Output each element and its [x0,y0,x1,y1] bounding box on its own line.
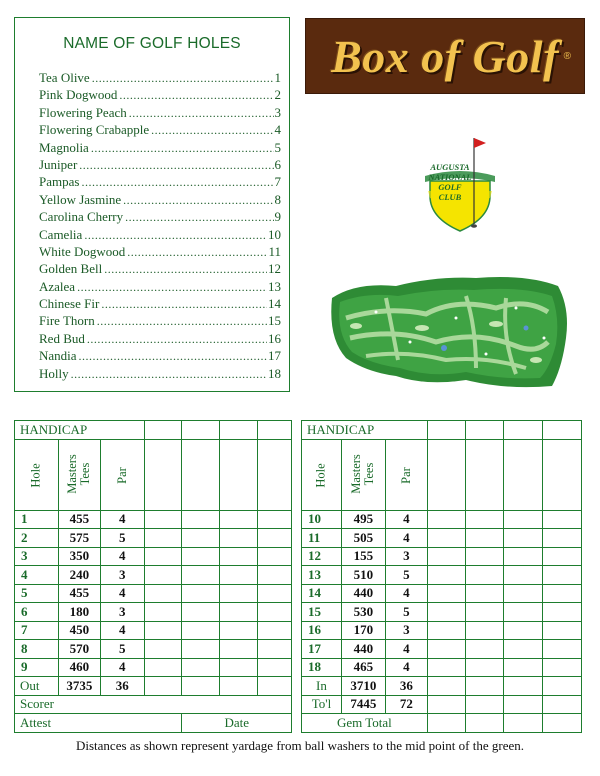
yardage-footnote: Distances as shown represent yardage from ball washers to the mid point of the green. [75,738,524,753]
hole-number: 4 [274,122,281,138]
hole-number: 11 [268,243,281,259]
score-cell[interactable] [144,621,182,640]
hole-name: Tea Olive [39,70,90,85]
yardage-cell: 170 [341,621,385,640]
score-cell[interactable] [220,547,258,566]
score-cell[interactable] [427,714,465,733]
score-cell[interactable] [258,566,292,585]
score-cell[interactable] [427,584,465,603]
hole-number-cell: 3 [15,547,59,566]
score-cell[interactable] [220,621,258,640]
hole-number: 7 [274,174,281,190]
hole-number-cell: 2 [15,529,59,548]
registered-mark: ® [563,51,571,62]
hole-number-cell: 14 [302,584,342,603]
yardage-cell: 350 [58,547,100,566]
score-cell[interactable] [465,658,504,677]
leader-dots [84,228,267,243]
hole-score-row [15,566,292,585]
hole-score-row [15,603,292,622]
score-cell[interactable] [504,584,543,603]
in-total-row [302,677,582,696]
score-cell[interactable] [182,603,220,622]
hole-name: Pink Dogwood [39,87,118,103]
score-cell[interactable] [504,714,543,733]
in-par: 36 [385,677,427,696]
par-cell: 4 [385,529,427,548]
masters-tees-column-header: Masters Tees [58,439,100,510]
logo-text-golf: GOLF [438,182,462,192]
yardage-cell: 465 [341,658,385,677]
hole-name-row [39,157,281,174]
score-cell[interactable] [543,621,582,640]
hole-name: Golden Bell [39,261,103,277]
score-cell[interactable] [543,547,582,566]
in-yardage: 3710 [341,677,385,696]
score-cell[interactable] [258,547,292,566]
yardage-cell: 240 [58,566,100,585]
hole-name-row [39,105,281,122]
hole-name-row [39,209,281,226]
hole-names-list [39,70,281,383]
score-cell[interactable] [465,529,504,548]
hole-names-box [14,17,290,392]
hole-name-row [39,279,281,296]
score-cell[interactable] [543,677,582,696]
logo-text-national: NATIONAL [428,172,472,182]
score-cell[interactable] [182,510,220,529]
leader-dots [71,367,267,382]
score-cell[interactable] [465,510,504,529]
score-cell[interactable] [258,529,292,548]
score-cell[interactable] [258,658,292,677]
leader-dots [79,349,267,364]
score-cell[interactable] [220,603,258,622]
hole-name: Carolina Cherry [39,209,124,225]
total-par: 72 [385,695,427,714]
score-cell[interactable] [258,640,292,659]
score-cell[interactable] [427,547,465,566]
score-cell[interactable] [465,547,504,566]
score-cell[interactable] [427,603,465,622]
hole-column-header: Hole [15,439,59,510]
handicap-label: HANDICAP [302,421,428,440]
hole-score-row [302,566,582,585]
yardage-cell: 440 [341,584,385,603]
hole-name: Fire Thorn [39,313,95,329]
leader-dots [123,193,273,208]
score-cell[interactable] [220,677,258,696]
score-cell[interactable] [504,421,543,440]
score-cell[interactable] [543,566,582,585]
yardage-cell: 455 [58,584,100,603]
hole-name-row [39,140,281,157]
score-cell[interactable] [220,658,258,677]
hole-number: 10 [268,226,281,242]
score-cell[interactable] [220,640,258,659]
score-cell[interactable] [144,566,182,585]
score-cell[interactable] [427,621,465,640]
hole-name-row [39,174,281,191]
score-cell[interactable] [427,677,465,696]
score-cell[interactable] [427,695,465,714]
attest-row [15,714,292,733]
hole-name: Magnolia [39,139,89,155]
score-cell[interactable] [504,640,543,659]
hole-number: 16 [268,330,281,346]
leader-dots [125,210,273,225]
hole-number: 18 [268,365,281,381]
hole-name: Holly [39,365,69,381]
score-cell[interactable] [465,584,504,603]
leader-dots [119,88,273,103]
gem-total-row [302,714,582,733]
player-column[interactable] [543,439,582,510]
logo-text-augusta: AUGUSTA [430,162,470,172]
score-cell[interactable] [182,547,220,566]
score-cell[interactable] [220,566,258,585]
hole-score-row [302,529,582,548]
hole-name-row [39,244,281,261]
par-cell: 4 [385,584,427,603]
par-cell: 5 [100,529,144,548]
course-map-image [326,268,570,392]
hole-score-row [15,640,292,659]
hole-score-row [15,584,292,603]
leader-dots [104,262,267,277]
score-cell[interactable] [543,421,582,440]
par-column-header: Par [100,439,144,510]
hole-column-header: Hole [302,439,342,510]
yardage-cell: 155 [341,547,385,566]
score-cell[interactable] [465,714,504,733]
leader-dots [97,314,267,329]
out-total-row [15,677,292,696]
par-cell: 4 [385,640,427,659]
hole-name: Juniper [39,156,78,172]
score-cell[interactable] [182,421,220,440]
score-cell[interactable] [220,529,258,548]
score-cell[interactable] [182,658,220,677]
score-cell[interactable] [543,695,582,714]
player-column[interactable] [220,439,258,510]
score-cell[interactable] [504,695,543,714]
hole-name-row [39,87,281,104]
par-cell: 4 [100,510,144,529]
hole-name: Flowering Crabapple [39,122,150,138]
hole-name-row [39,70,281,87]
hole-score-row [302,547,582,566]
leader-dots [77,280,267,295]
hole-number-cell: 12 [302,547,342,566]
score-cell[interactable] [258,603,292,622]
score-cell[interactable] [144,510,182,529]
score-cell[interactable] [504,510,543,529]
hole-number-cell: 17 [302,640,342,659]
score-cell[interactable] [182,640,220,659]
score-cell[interactable] [543,640,582,659]
hole-score-row [302,621,582,640]
hole-score-row [15,510,292,529]
par-cell: 3 [385,621,427,640]
hole-number: 9 [274,209,281,225]
score-cell[interactable] [182,529,220,548]
scorer-field[interactable]: Scorer [15,695,292,714]
logo-text-club: CLUB [438,192,462,202]
yardage-cell: 180 [58,603,100,622]
hole-name: White Dogwood [39,243,126,259]
score-cell[interactable] [504,547,543,566]
score-cell[interactable] [144,603,182,622]
scorer-row [15,695,292,714]
player-column[interactable] [258,439,292,510]
score-cell[interactable] [427,640,465,659]
out-yardage: 3735 [58,677,100,696]
par-cell: 4 [100,621,144,640]
score-cell[interactable] [543,603,582,622]
score-cell[interactable] [465,566,504,585]
hole-number: 1 [274,70,281,85]
masters-tees-column-header: Masters Tees [341,439,385,510]
player-column[interactable] [144,439,182,510]
par-cell: 4 [100,584,144,603]
score-cell[interactable] [182,621,220,640]
box-of-golf-logo [305,18,585,94]
score-cell[interactable] [465,603,504,622]
score-cell[interactable] [504,566,543,585]
par-cell: 3 [100,566,144,585]
hole-score-row [302,658,582,677]
brand-name: Box of Golf [331,30,559,82]
hole-name: Yellow Jasmine [39,191,122,207]
hole-name-row [39,296,281,313]
hole-number-cell: 4 [15,566,59,585]
hole-number-cell: 10 [302,510,342,529]
leader-dots [87,332,267,347]
par-cell: 4 [100,658,144,677]
score-cell[interactable] [543,529,582,548]
total-label: To'l [302,695,342,714]
par-cell: 5 [100,640,144,659]
par-cell: 4 [385,510,427,529]
hole-number-cell: 13 [302,566,342,585]
hole-name-row [39,366,281,383]
yardage-cell: 575 [58,529,100,548]
score-cell[interactable] [543,584,582,603]
hole-number: 14 [268,296,281,312]
hole-number-cell: 11 [302,529,342,548]
hole-name-row [39,313,281,330]
score-cell[interactable] [465,640,504,659]
hole-name: Nandia [39,348,77,364]
score-cell[interactable] [504,603,543,622]
hole-number-cell: 18 [302,658,342,677]
score-cell[interactable] [465,621,504,640]
hole-name: Azalea [39,278,76,294]
hole-number: 15 [268,313,281,329]
yardage-cell: 530 [341,603,385,622]
score-cell[interactable] [144,677,182,696]
score-cell[interactable] [427,510,465,529]
leader-dots [92,71,274,86]
par-cell: 4 [100,547,144,566]
hole-name-row [39,122,281,139]
score-cell[interactable] [427,658,465,677]
hole-number: 3 [274,104,281,120]
hole-score-row [302,584,582,603]
hole-score-row [15,658,292,677]
hole-number-cell: 9 [15,658,59,677]
par-column-header: Par [385,439,427,510]
score-cell[interactable] [258,510,292,529]
score-cell[interactable] [543,714,582,733]
score-cell[interactable] [182,566,220,585]
leader-dots [81,175,273,190]
yardage-cell: 450 [58,621,100,640]
par-cell: 5 [385,566,427,585]
hole-name: Flowering Peach [39,104,127,120]
score-cell[interactable] [144,658,182,677]
hole-score-row [302,640,582,659]
score-cell[interactable] [427,566,465,585]
handicap-label: HANDICAP [15,421,145,440]
hole-number-cell: 1 [15,510,59,529]
hole-name: Pampas [39,174,80,190]
score-cell[interactable] [144,584,182,603]
hole-name-row [39,348,281,365]
out-par: 36 [100,677,144,696]
yardage-cell: 455 [58,510,100,529]
hole-number-cell: 16 [302,621,342,640]
total-yardage: 7445 [341,695,385,714]
player-column[interactable] [465,439,504,510]
score-cell[interactable] [543,658,582,677]
score-cell[interactable] [258,677,292,696]
hole-number-cell: 5 [15,584,59,603]
leader-dots [151,123,273,138]
hole-score-row [15,621,292,640]
yardage-cell: 440 [341,640,385,659]
hole-score-row [15,529,292,548]
date-field[interactable]: Date [182,714,292,733]
out-label: Out [15,677,59,696]
score-cell[interactable] [258,584,292,603]
leader-dots [91,141,274,156]
score-cell[interactable] [144,547,182,566]
hole-score-row [302,603,582,622]
hole-number: 13 [268,278,281,294]
score-cell[interactable] [504,677,543,696]
score-cell[interactable] [504,529,543,548]
total-row [302,695,582,714]
leader-dots [127,245,267,260]
leader-dots [101,297,267,312]
hole-name: Chinese Fir [39,296,100,312]
yardage-cell: 505 [341,529,385,548]
hole-number: 12 [268,261,281,277]
par-cell: 4 [385,658,427,677]
player-column[interactable] [182,439,220,510]
yardage-cell: 570 [58,640,100,659]
hole-number: 5 [274,139,281,155]
score-cell[interactable] [465,421,504,440]
leader-dots [129,106,274,121]
hole-number-cell: 7 [15,621,59,640]
score-cell[interactable] [427,529,465,548]
par-cell: 3 [385,547,427,566]
hole-score-row [302,510,582,529]
score-cell[interactable] [182,677,220,696]
hole-name-row [39,331,281,348]
score-cell[interactable] [144,421,182,440]
score-cell[interactable] [220,510,258,529]
hole-number: 6 [274,156,281,172]
hole-names-title: NAME OF GOLF HOLES [63,35,241,52]
score-cell[interactable] [220,584,258,603]
hole-number: 17 [268,348,281,364]
score-cell[interactable] [543,510,582,529]
yardage-cell: 460 [58,658,100,677]
gem-total-label: Gem Total [302,714,428,733]
hole-name-row [39,227,281,244]
score-cell[interactable] [427,421,465,440]
score-cell[interactable] [465,677,504,696]
scorecard-back-nine [301,420,582,733]
hole-name-row [39,192,281,209]
par-cell: 5 [385,603,427,622]
hole-number: 2 [274,87,281,103]
score-cell[interactable] [144,640,182,659]
hole-name-row [39,261,281,278]
attest-field[interactable]: Attest [15,714,182,733]
score-cell[interactable] [258,421,292,440]
scorecard-front-nine [14,420,292,733]
hole-number-cell: 8 [15,640,59,659]
player-column[interactable] [504,439,543,510]
augusta-national-logo [420,136,500,236]
score-cell[interactable] [144,529,182,548]
hole-name: Camelia [39,226,83,242]
score-cell[interactable] [258,621,292,640]
score-cell[interactable] [504,621,543,640]
score-cell[interactable] [504,658,543,677]
score-cell[interactable] [182,584,220,603]
hole-name: Red Bud [39,330,85,346]
par-cell: 3 [100,603,144,622]
score-cell[interactable] [220,421,258,440]
in-label: In [302,677,342,696]
hole-number-cell: 15 [302,603,342,622]
hole-score-row [15,547,292,566]
yardage-cell: 510 [341,566,385,585]
leader-dots [79,158,273,173]
score-cell[interactable] [465,695,504,714]
hole-number-cell: 6 [15,603,59,622]
player-column[interactable] [427,439,465,510]
hole-number: 8 [274,191,281,207]
yardage-cell: 495 [341,510,385,529]
